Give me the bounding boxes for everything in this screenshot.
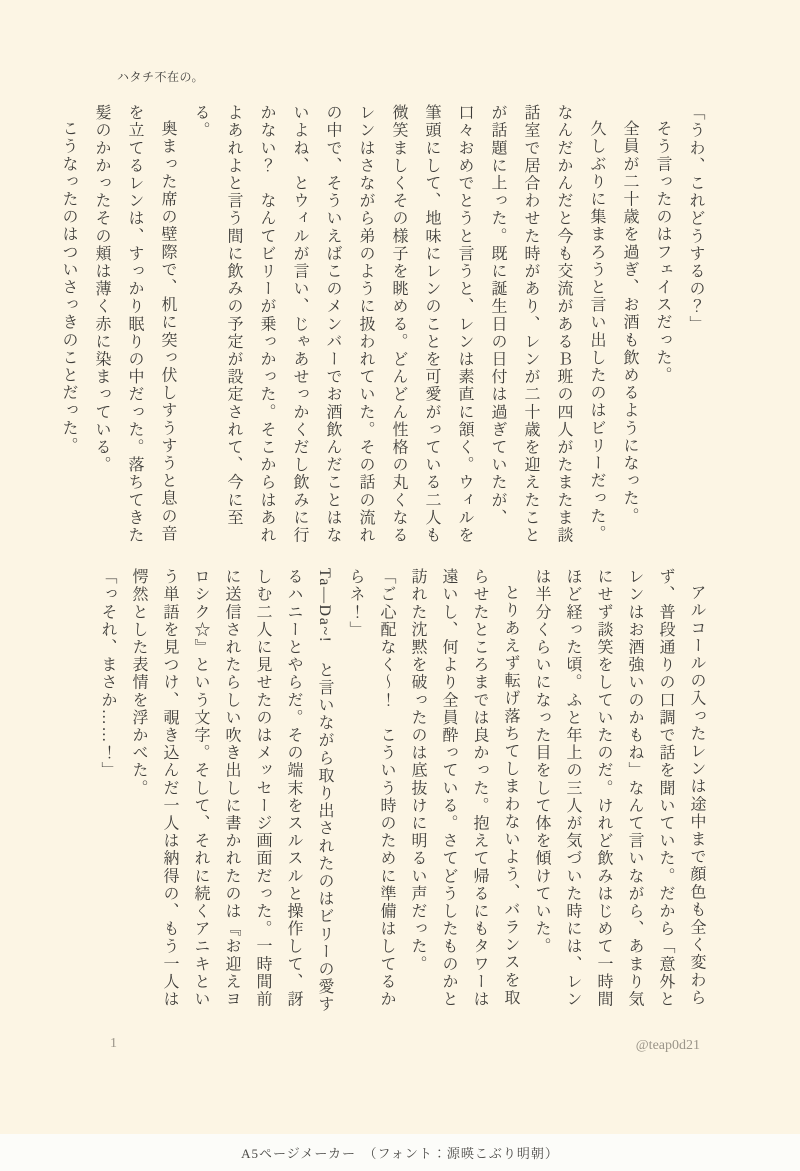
story-text-block-bottom — [92, 568, 712, 1016]
story-paragraph: こうなったのはついさっきのことだった。 — [60, 120, 77, 455]
story-paragraph: とりあえず転げ落ちてしまわないよう、バランスを取らせたところまでは良かった。抱えて帰るにもタワーは遠いし、何より全員酔っている。さてどうしたものかと訪れた沈黙を破ったのは底抜けに明るい声だった。 — [409, 568, 519, 1008]
story-paragraph: Ta—Da~! と言いながら取り出されたのはビリーの愛するハニーとやらだ。その端末をスルスルと操作して、訝しむ二人に見せたのはメッセージ画面だった。一時間前に送信されたらしい吹き出しに書かれたのは『お迎えヨロシク☆』という文字。そして、それに続くアニキという単語を見つけ、覗き込んだ一人は納得の、もう一人は愕然とした表情を浮かべた。 — [130, 568, 333, 1014]
story-paragraph: 奥まった席の壁際で、机に突っ伏しすうすうと息の音を立てるレンは、すっかり眠りの中だった。落ちてきた髪のかかったその頬は薄く赤に染まっている。 — [93, 104, 176, 544]
story-paragraph: そう言ったのはフェイスだった。 — [654, 120, 671, 384]
story-paragraph: アルコールの入ったレンは途中まで顔色も全く変わらず、普段通りの口調で話を聞いていた。だから「意外とレンはお酒強いのかもね」なんて言いながら、あまり気にせず談笑をしていたのだ。けれど飲みはじめて一時間ほど経った頃。ふと年上の三人が気づいた時には、レンは半分くらいになった目をして体を傾けていた。 — [533, 568, 705, 1008]
story-paragraph: 久しぶりに集まろうと言い出したのはビリーだった。なんだかんだと今も交流があるＢ班の四人がたまたま談話室で居合わせた時があり、レンが二十歳を迎えたことが話題に上った。既に誕生日の日付は過ぎていたが、口々おめでとうと言うと、レンは素直に頷く。ウィルを筆頭にして、地味にレンのことを可愛がっている二人も微笑ましくその様子を眺める。どんどん性格の丸くなるレンはさながら弟のように扱われていた。その話の流れの中で、そういえばこのメンバーでお酒飲んだことはないよね、とウィルが言い、じゃあせっかくだし飲みに行かない？ なんてビリーが乗っかった。そこからはあれよあれよと言う間に飲みの予定が設定されて、今に至る。 — [192, 104, 605, 544]
generator-credit-label: A5ページメーカー （フォント：源暎こぶり明朝） — [241, 1146, 559, 1161]
author-handle: @teap0d21 — [635, 1038, 700, 1053]
story-paragraph: 「うわ、これどうするの？」 — [687, 104, 704, 333]
page-header-title: ハタチ不在の。 — [117, 70, 205, 84]
story-text-block-top — [52, 104, 712, 548]
story-paragraph: 全員が二十歳を過ぎ、お酒も飲めるようになった。 — [621, 120, 638, 525]
page-number: 1 — [110, 1036, 117, 1051]
story-paragraph: 「っそれ、まさか……！」 — [99, 568, 116, 780]
story-paragraph: 「ご心配なく～！ こういう時のために準備はしてるからネ！」 — [347, 568, 395, 1008]
generator-footer-bar — [0, 1134, 800, 1171]
